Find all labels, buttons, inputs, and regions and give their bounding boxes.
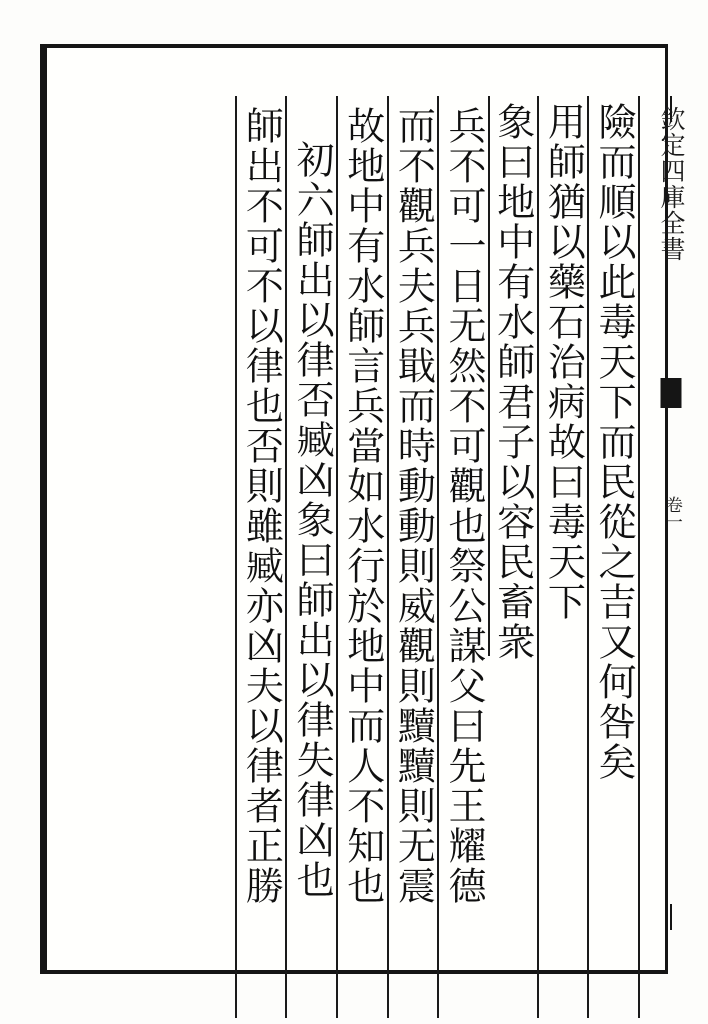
text-column-5 [387, 96, 438, 1018]
column-text: 險而順以此毒天下而民從之吉又何咎矣 [592, 102, 636, 782]
text-column-8 [235, 96, 286, 1018]
text-column-7 [285, 96, 336, 1018]
column-text: 初六師出以律否臧凶象曰師出以律失律凶也 [290, 140, 335, 900]
volume-label: 卷一 [661, 496, 682, 530]
banner-column [640, 96, 702, 1018]
text-column-6 [336, 96, 387, 1018]
column-text: 故地中有水師言兵當如水行於地中而人不知也 [340, 106, 385, 906]
text-column-1 [587, 96, 640, 1018]
page-border-frame [40, 44, 686, 974]
banner-tick-bottom [670, 904, 672, 930]
column-text: 兵不可一日无然不可觀也祭公謀父曰先王耀德 [442, 106, 487, 906]
text-column-4 [437, 96, 488, 1018]
text-block [94, 96, 702, 1018]
text-column-3 [488, 96, 537, 1018]
column-text: 而不觀兵夫兵戢而時動動則威觀則黷黷則无震 [391, 106, 436, 906]
column-text: 用師猶以藥石治病故曰毒天下 [541, 102, 586, 622]
column-text: 師出不可不以律也否則雖臧亦凶夫以律者正勝 [239, 106, 284, 906]
block-mark-icon [661, 378, 682, 408]
series-title: 欽定四庫全書 [657, 106, 686, 262]
column-text: 象曰地中有水師君子以容民畜衆 [490, 102, 535, 662]
text-column-2 [537, 96, 588, 1018]
